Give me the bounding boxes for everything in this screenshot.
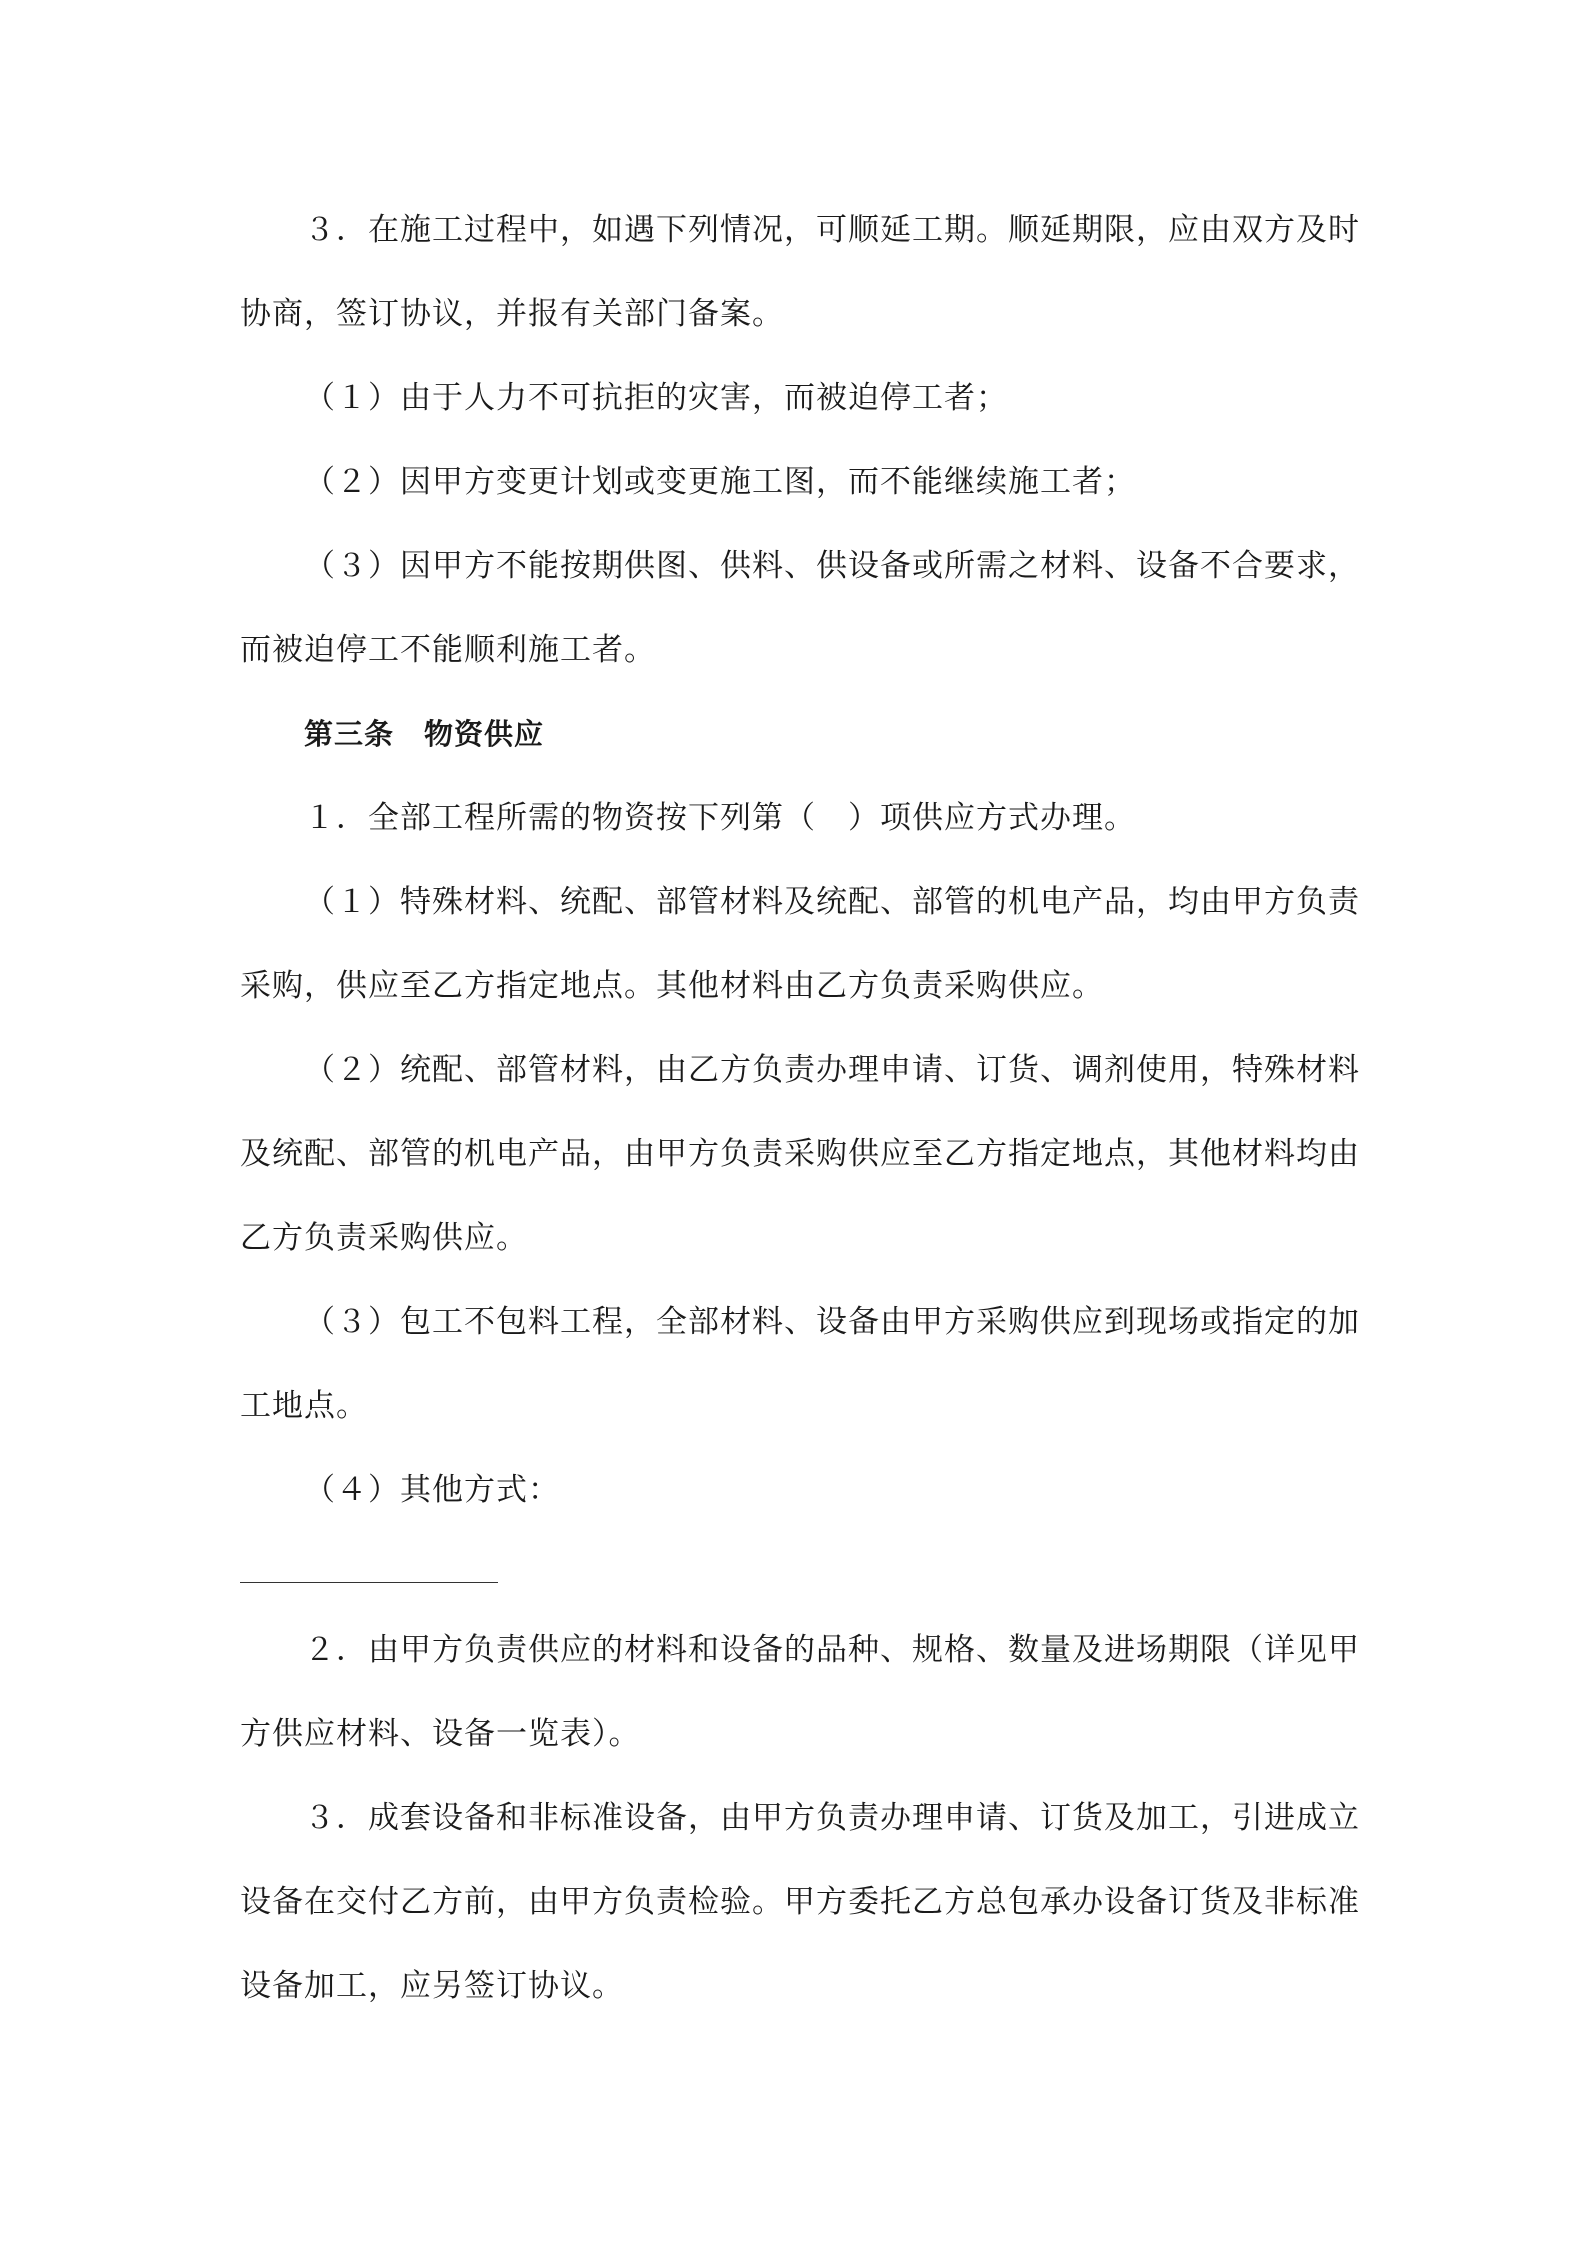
blank-fill-line [240,1582,498,1583]
paragraph-item-plan-change: （２）因甲方变更计划或变更施工图，而不能继续施工者； [304,464,1136,500]
paragraph-option-4: （４）其他方式： [304,1472,560,1508]
paragraph-option-2: （２）统配、部管材料，由乙方负责办理申请、订货、调剂使用，特殊材料及统配、部管的机电产品，由甲方负责采购供应至乙方指定地点，其他材料均由乙方负责采购供应。 [240,1052,1360,1256]
section-heading-material-supply: 第三条 物资供应 [304,717,545,751]
paragraph-supplied-materials: ２．由甲方负责供应的材料和设备的品种、规格、数量及进场期限（详见甲方供应材料、设备一览表）。 [240,1632,1360,1752]
paragraph-supply-method: １．全部工程所需的物资按下列第（ ）项供应方式办理。 [304,800,1136,836]
paragraph-equipment: ３．成套设备和非标准设备，由甲方负责办理申请、订货及加工，引进成立设备在交付乙方前，由甲方负责检验。甲方委托乙方总包承办设备订货及非标准设备加工，应另签订协议。 [240,1800,1360,2004]
paragraph-option-1: （１）特殊材料、统配、部管材料及统配、部管的机电产品，均由甲方负责采购，供应至乙方指定地点。其他材料由乙方负责采购供应。 [240,884,1360,1004]
paragraph-item-force-majeure: （１）由于人力不可抗拒的灾害，而被迫停工者； [304,380,1008,416]
paragraph-extension-conditions: ３．在施工过程中，如遇下列情况，可顺延工期。顺延期限，应由双方及时协商，签订协议，并报有关部门备案。 [240,212,1360,332]
paragraph-item-supply-delay: （３）因甲方不能按期供图、供料、供设备或所需之材料、设备不合要求，而被迫停工不能顺利施工者。 [240,548,1360,668]
paragraph-option-3: （３）包工不包料工程，全部材料、设备由甲方采购供应到现场或指定的加工地点。 [240,1304,1360,1424]
